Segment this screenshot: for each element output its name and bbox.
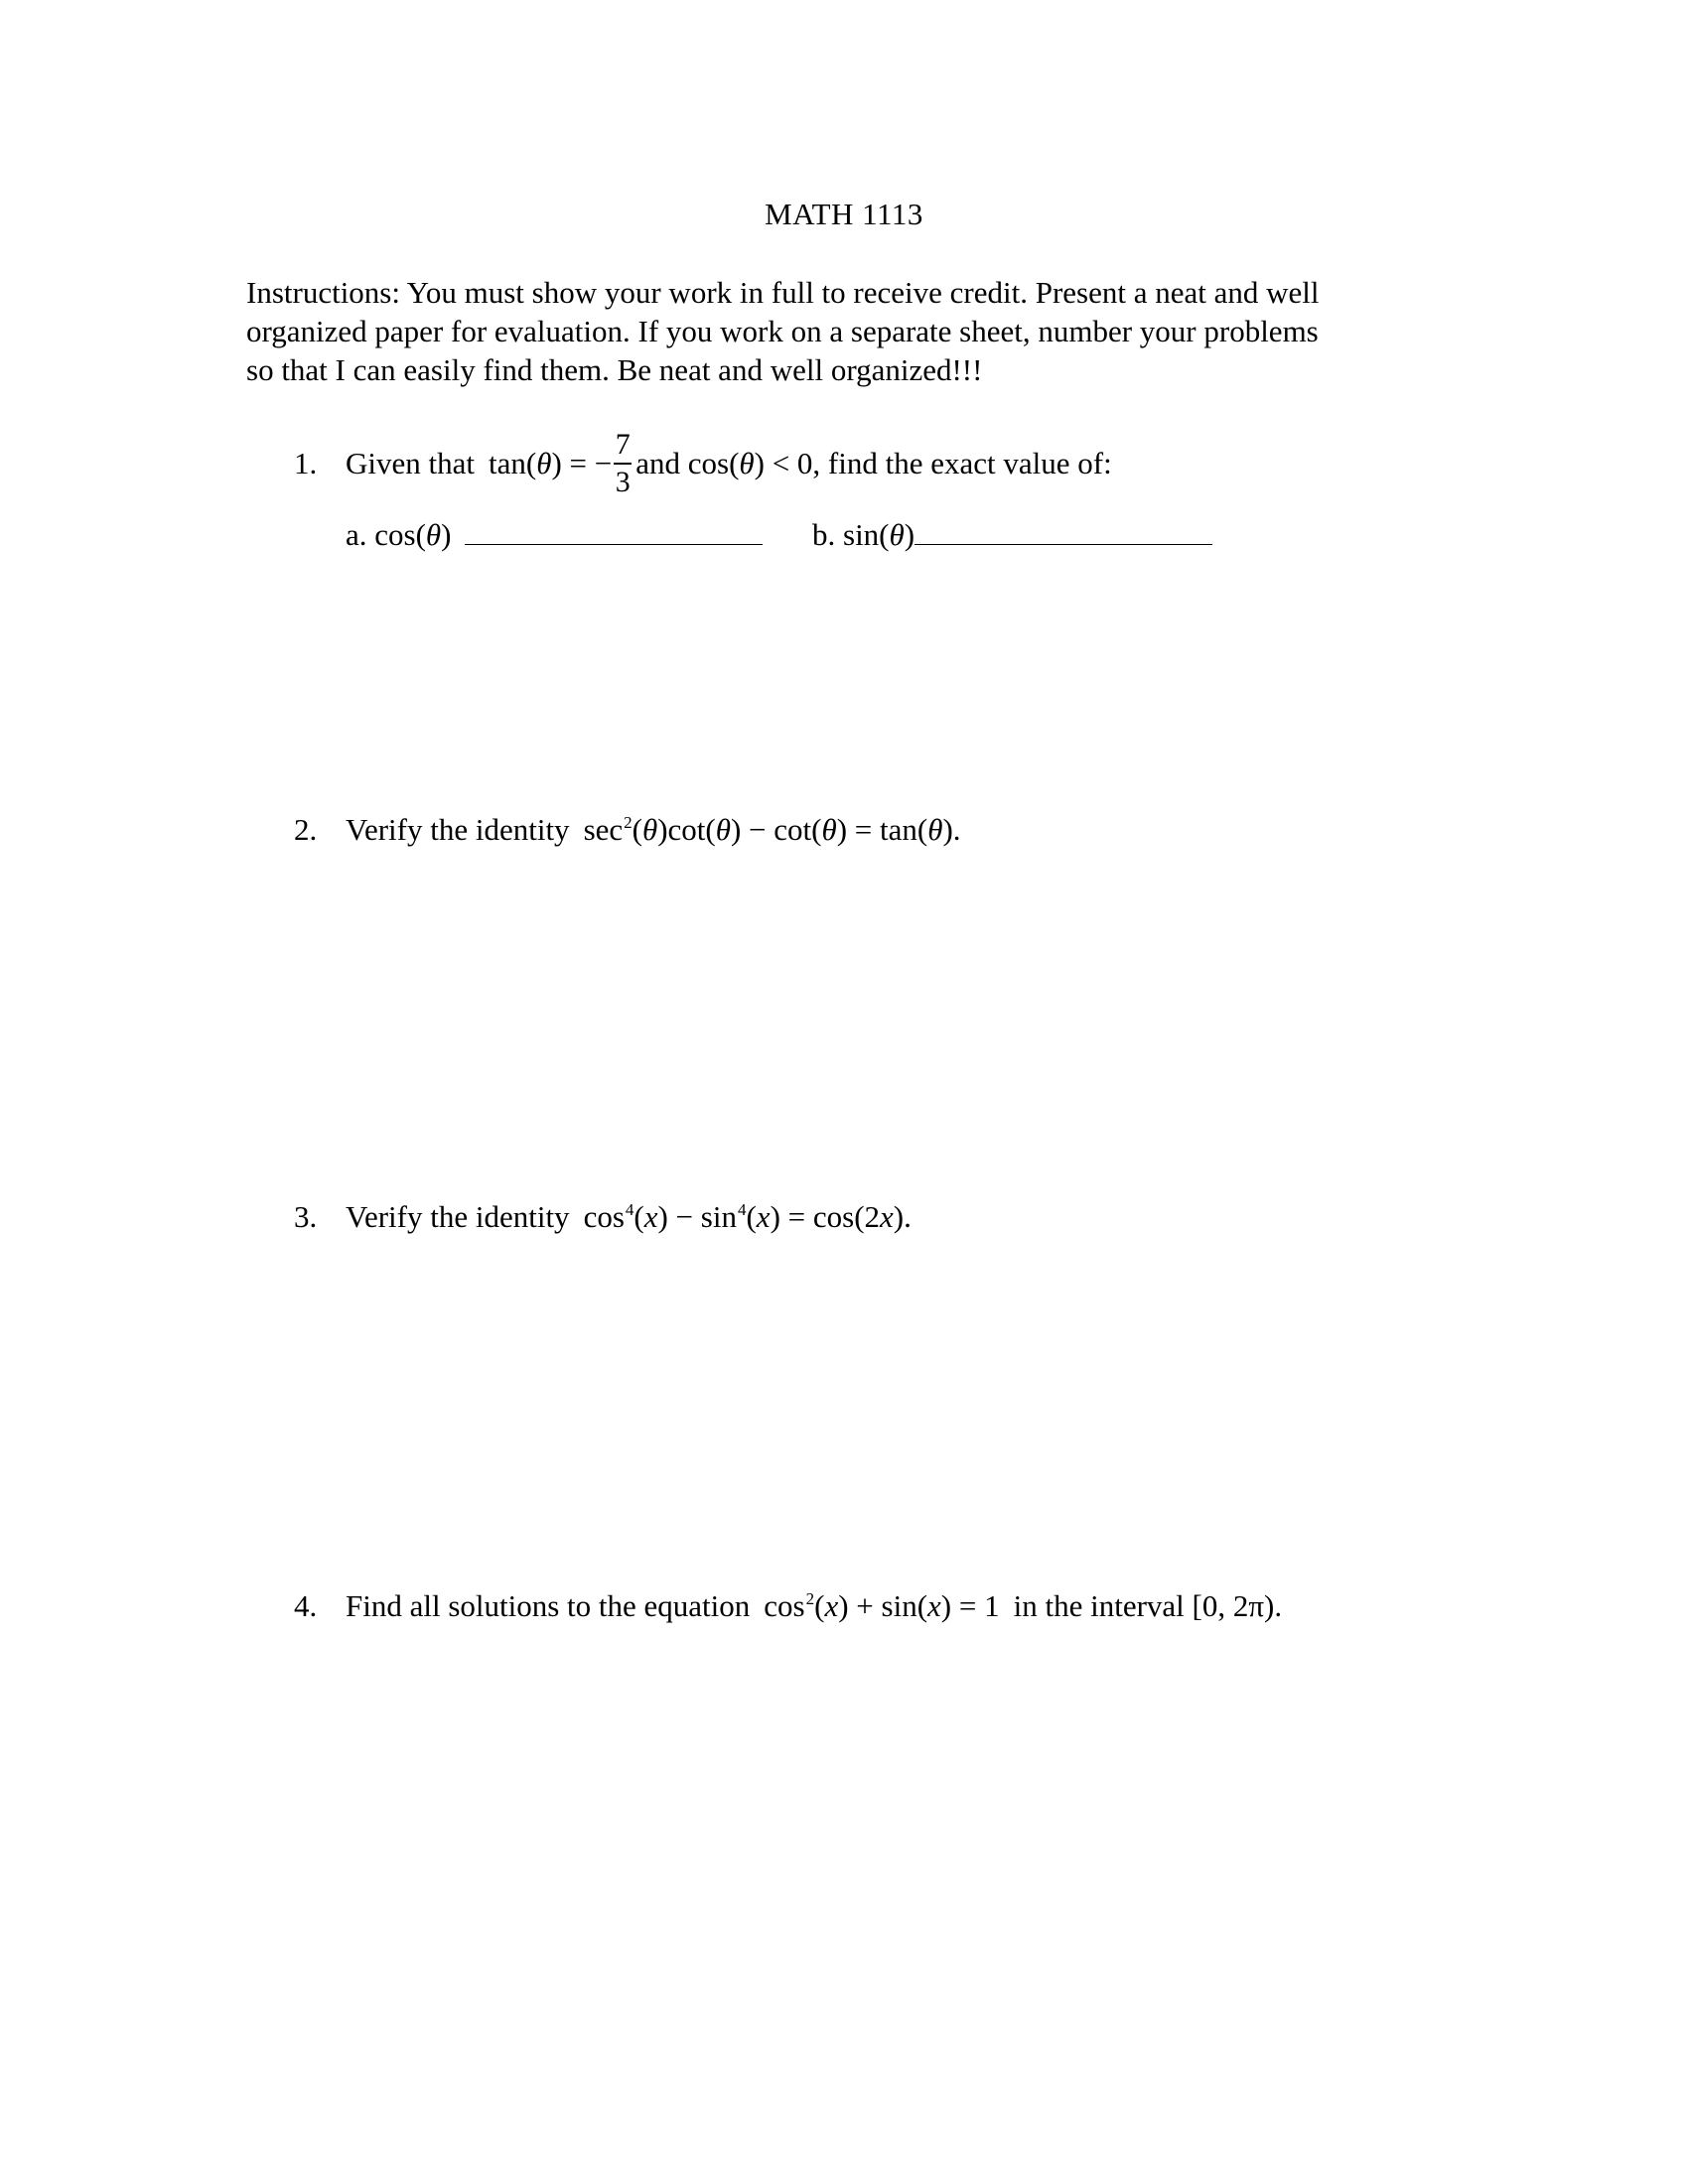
theta-symbol: θ — [821, 812, 837, 847]
interval-text: in the interval [0, 2π). — [1013, 1588, 1283, 1623]
expr-part: ) = tan( — [836, 812, 928, 847]
problem-number: 2. — [294, 812, 318, 847]
variable-x: x — [880, 1199, 894, 1234]
instructions-paragraph — [246, 273, 1468, 389]
equation-expression — [764, 1588, 999, 1624]
expr-part: )cot( — [657, 812, 716, 847]
exponent: 4 — [625, 1200, 634, 1219]
problem-intro: Given that — [346, 446, 475, 480]
paren: ( — [814, 1588, 825, 1623]
tan-lhs: tan( — [489, 446, 537, 480]
problem-1 — [294, 430, 1112, 497]
expr-part: ) − sin — [657, 1199, 737, 1234]
instructions-line: organized paper for evaluation. If you work on a separate sheet, number your problems — [246, 314, 1319, 348]
problem-2 — [294, 812, 961, 848]
part-a-label: a. cos( — [346, 517, 426, 552]
answer-blank-a[interactable] — [465, 516, 763, 545]
part-a-close: ) — [441, 517, 452, 552]
theta-symbol: θ — [889, 517, 905, 552]
part-b — [812, 516, 1212, 553]
exponent: 4 — [737, 1200, 747, 1219]
instructions-line: so that I can easily find them. Be neat and well organized!!! — [246, 352, 983, 387]
theta-symbol: θ — [536, 446, 552, 480]
answer-blank-b[interactable] — [914, 516, 1212, 545]
problem-number: 1. — [294, 446, 318, 480]
problem-number: 4. — [294, 1588, 318, 1623]
theta-symbol: θ — [641, 812, 658, 847]
problem-4 — [294, 1588, 1282, 1624]
condition-tail: ) < 0, find the exact value of: — [754, 446, 1112, 480]
problem-number: 3. — [294, 1199, 318, 1234]
theta-symbol: θ — [425, 517, 442, 552]
sec-fn: sec — [583, 812, 624, 847]
cos-fn: cos — [764, 1588, 805, 1623]
problem-3 — [294, 1199, 912, 1235]
paren: ( — [746, 1199, 757, 1234]
variable-x: x — [824, 1588, 839, 1623]
theta-symbol: θ — [927, 812, 943, 847]
theta-symbol: θ — [715, 812, 731, 847]
problem-text: Verify the identity — [346, 812, 570, 847]
variable-x: x — [927, 1588, 941, 1623]
identity-expression — [584, 1199, 912, 1235]
part-b-label: b. sin( — [812, 517, 890, 552]
identity-expression — [584, 812, 961, 848]
expr-part: ) − cot( — [730, 812, 822, 847]
theta-symbol: θ — [739, 446, 755, 480]
instructions-line: Instructions: You must show your work in full to receive credit. Present a neat and well — [246, 275, 1320, 310]
expr-part: ) = 1 — [940, 1588, 1000, 1623]
fraction-seven-thirds — [614, 430, 632, 497]
mid-text: and cos( — [635, 446, 740, 480]
problem-text: Verify the identity — [346, 1199, 570, 1234]
tan-expression — [489, 446, 612, 481]
fraction-denominator: 3 — [615, 466, 631, 498]
cos-fn: cos — [583, 1199, 625, 1234]
paren: ( — [633, 1199, 644, 1234]
part-b-close: ) — [904, 517, 915, 552]
expr-part: ) + sin( — [838, 1588, 928, 1623]
variable-x: x — [756, 1199, 771, 1234]
exponent: 2 — [805, 1589, 815, 1608]
tan-eq: ) = − — [551, 446, 613, 480]
page-title: MATH 1113 — [765, 197, 923, 231]
expr-part: ). — [893, 1199, 912, 1234]
part-a — [346, 516, 763, 553]
expr-part: ) = cos(2 — [770, 1199, 881, 1234]
exponent: 2 — [624, 813, 633, 832]
problem-text: Find all solutions to the equation — [346, 1588, 751, 1623]
variable-x: x — [643, 1199, 658, 1234]
fraction-numerator: 7 — [615, 428, 631, 461]
expr-part: ). — [942, 812, 961, 847]
paren: ( — [632, 812, 642, 847]
